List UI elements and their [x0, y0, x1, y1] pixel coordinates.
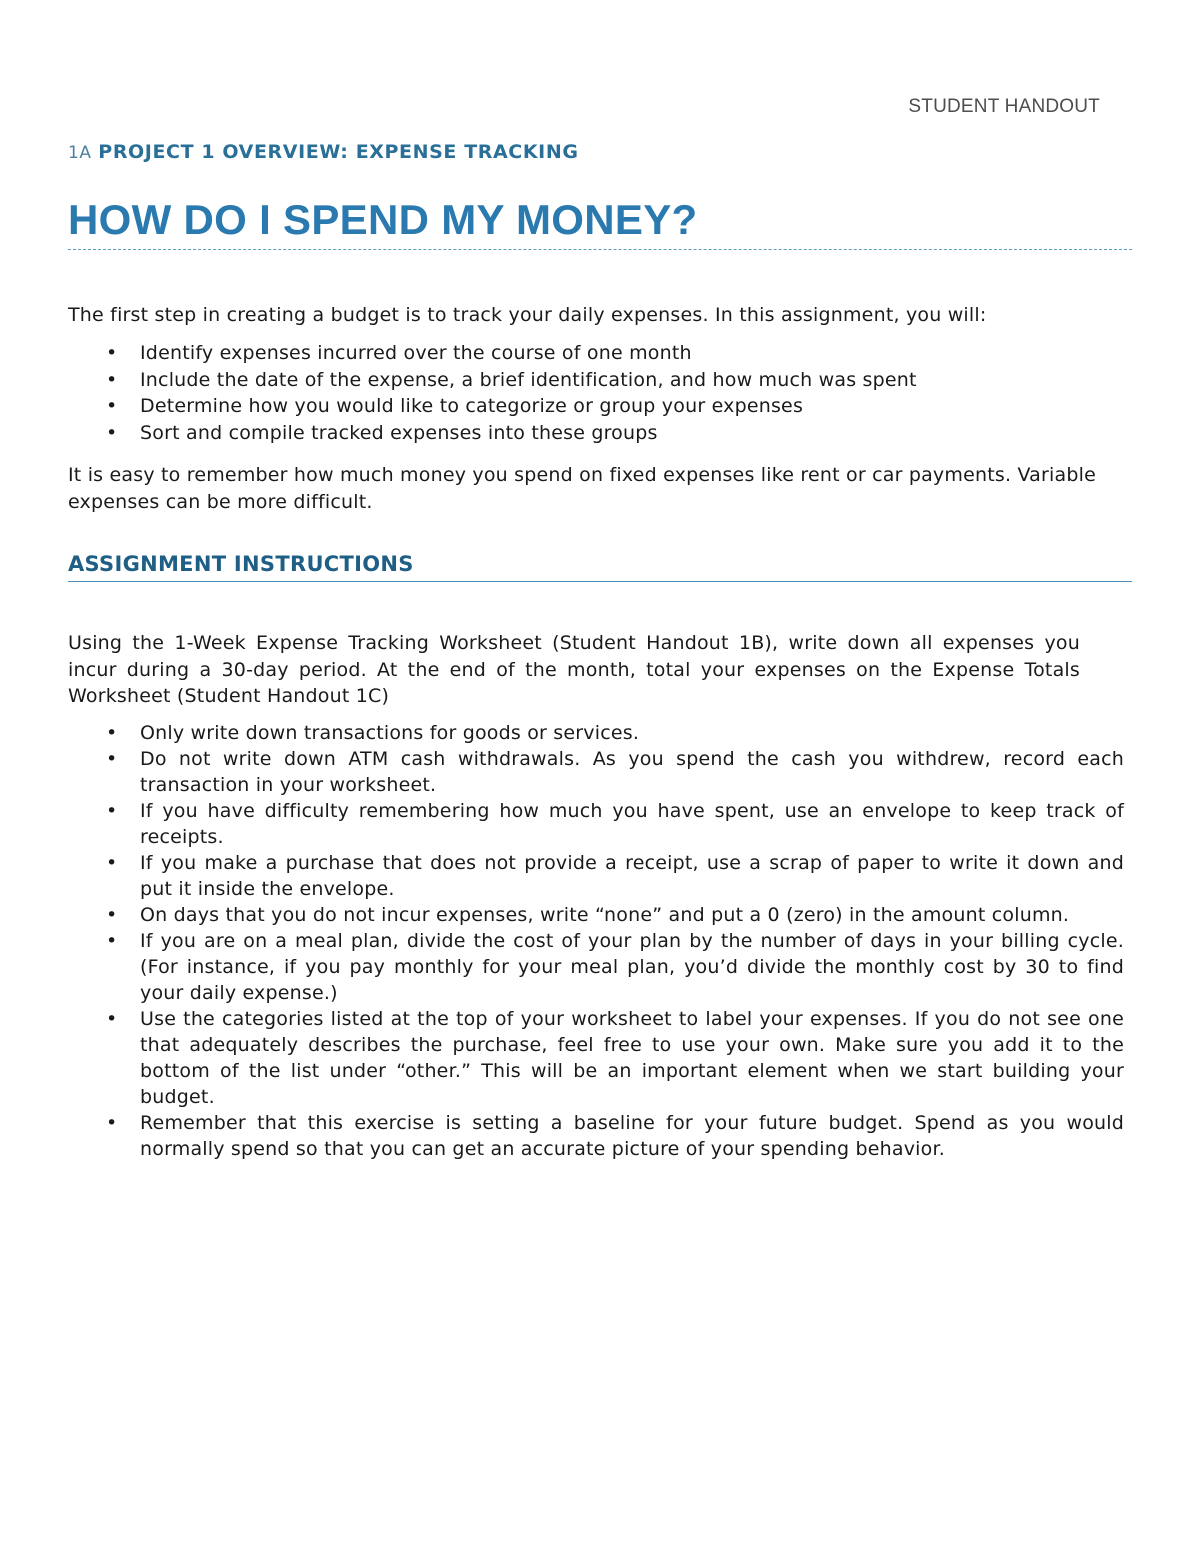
project-number: 1A [68, 143, 92, 163]
list-item [68, 902, 1124, 928]
list-item-text: If you make a purchase that does not provide a receipt, use a scrap of paper to write it down and put it inside the envelope. [140, 851, 1124, 900]
bullet-icon: • [106, 929, 118, 952]
intro-paragraph: The first step in creating a budget is to track your daily expenses. In this assignment, you will: [68, 304, 987, 326]
list-item-text: If you are on a meal plan, divide the cost of your plan by the number of days in your billing cycle. (For instance, if you pay monthly for your meal plan, you’d divide the monthly cost by 30 to find your daily expense.) [140, 929, 1124, 1004]
bullet-icon: • [106, 721, 118, 744]
list-item [68, 720, 1124, 746]
list-item [68, 340, 1132, 367]
list-item [68, 393, 1132, 420]
section-heading: ASSIGNMENT INSTRUCTIONS [68, 549, 1132, 582]
list-item [68, 928, 1124, 1006]
list-item [68, 746, 1124, 798]
bullet-icon: • [106, 342, 118, 364]
list-item-text: Determine how you would like to categorize or group your expenses [140, 395, 804, 417]
bullet-icon: • [106, 799, 118, 822]
instructions-paragraph: Using the 1-Week Expense Tracking Worksheet (Student Handout 1B), write down all expenses you incur during a 30-day period. At the end of the month, total your expenses on the Expense Totals Worksheet (Student Handout 1C) [68, 632, 1080, 707]
project-label: PROJECT 1 OVERVIEW: EXPENSE TRACKING [98, 141, 579, 163]
list-item-text: Identify expenses incurred over the course of one month [140, 342, 692, 364]
bullet-icon: • [106, 1111, 118, 1134]
list-item-text: On days that you do not incur expenses, write “none” and put a 0 (zero) in the amount column. [140, 903, 1070, 926]
list-item [68, 1006, 1124, 1110]
bullet-icon: • [106, 1007, 118, 1030]
list-item-text: Do not write down ATM cash withdrawals. As you spend the cash you withdrew, record each transaction in your worksheet. [140, 747, 1124, 796]
bullet-icon: • [106, 395, 118, 417]
list-item [68, 367, 1132, 394]
list-item-text: Include the date of the expense, a brief identification, and how much was spent [140, 368, 917, 391]
list-item [68, 1110, 1124, 1162]
list-item [68, 850, 1124, 902]
list-item-text: Use the categories listed at the top of your worksheet to label your expenses. If you do not see one that adequately describes the purchase, feel free to use your own. Make sure you add it to the bottom of the list under “other.” This will be an important element when we start building your budget. [140, 1007, 1124, 1108]
bullet-icon: • [106, 421, 118, 444]
list-item [68, 798, 1124, 850]
bullet-icon: • [106, 851, 118, 874]
running-header: STUDENT HANDOUT [908, 96, 1100, 117]
bullet-icon: • [106, 368, 118, 391]
document-body [68, 138, 1132, 1162]
list-item-text: If you have difficulty remembering how much you have spent, use an envelope to keep track of receipts. [140, 799, 1124, 848]
bullet-icon: • [106, 903, 118, 926]
list-item [68, 420, 1132, 447]
fixed-variable-paragraph: It is easy to remember how much money you spend on fixed expenses like rent or car payments. Variable expenses can be more difficult. [68, 464, 1096, 513]
list-item-text: Sort and compile tracked expenses into these groups [140, 421, 658, 444]
intro-bullet-list [68, 340, 1132, 446]
list-item-text: Only write down transactions for goods or services. [140, 721, 640, 744]
page-title: HOW DO I SPEND MY MONEY? [68, 197, 1132, 250]
project-kicker [68, 138, 1132, 167]
list-item-text: Remember that this exercise is setting a baseline for your future budget. Spend as you would normally spend so that you can get an accurate picture of your spending behavior. [140, 1111, 1124, 1160]
instructions-bullet-list [68, 720, 1132, 1162]
bullet-icon: • [106, 747, 118, 770]
